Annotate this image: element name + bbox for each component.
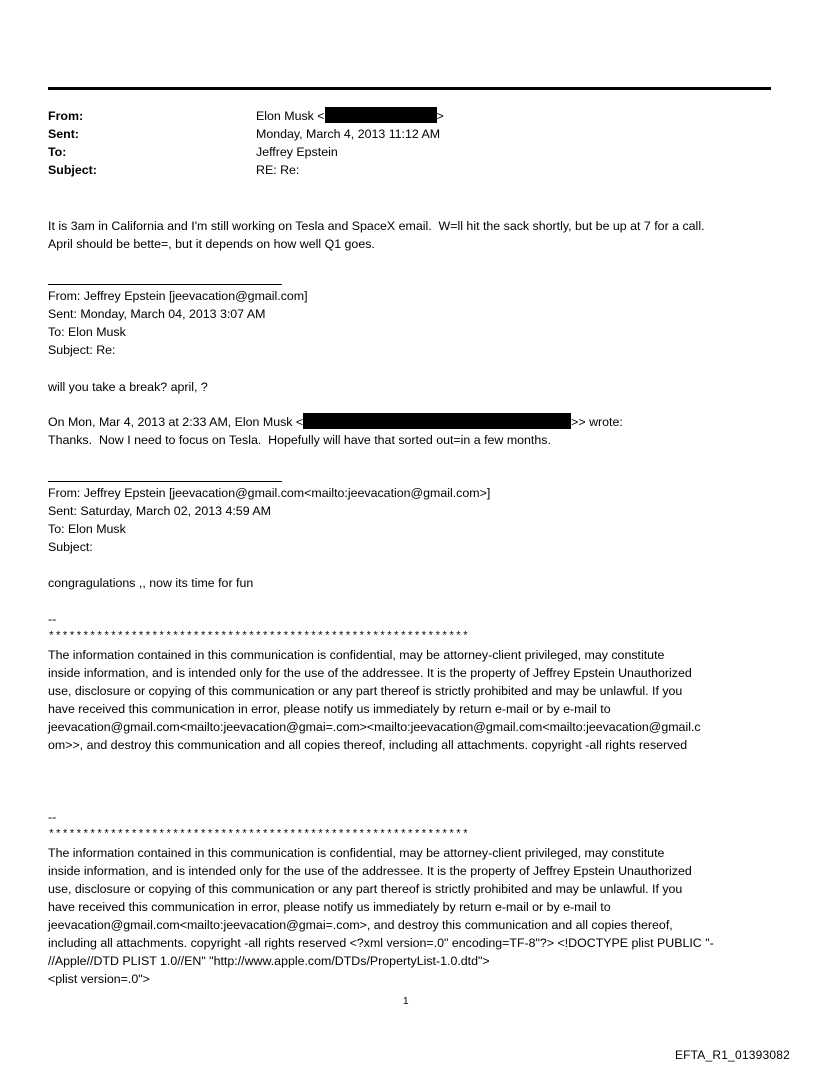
on-wrote-line: [48, 413, 773, 431]
star-divider: *************************************************************: [48, 631, 469, 643]
subject-label: Subject:: [48, 163, 97, 177]
signature-dashes: --: [48, 612, 57, 626]
header-sent-row: [48, 125, 748, 143]
disclaimer-line: The information contained in this communication is confidential, may be attorney-client privileged, may constitute: [48, 648, 665, 662]
from-label: From:: [48, 109, 84, 123]
quote-sent: Sent: Monday, March 04, 2013 3:07 AM: [48, 307, 266, 321]
disclaimer-line: have received this communication in error, please notify us immediately by return e-mail or by e-mail to: [48, 900, 611, 914]
on-suffix: >> wrote:: [571, 415, 623, 429]
quote-to: To: Elon Musk: [48, 325, 126, 339]
disclaimer-line: jeevacation@gmail.com<mailto:jeevacation@gmai=.com><mailto:jeevacation@gmail.com<mailto:jeevacation@gmail.c: [48, 720, 701, 734]
disclaimer-line: <plist version=.0">: [48, 972, 150, 986]
disclaimer-line: use, disclosure or copying of this communication or any part thereof is strictly prohibited and may be unlawful. If you: [48, 882, 683, 896]
redaction-block: [303, 413, 571, 429]
disclaimer-line: inside information, and is intended only for the use of the addressee. It is the property of Jeffrey Epstein Unauthorized: [48, 864, 692, 878]
quote-to: To: Elon Musk: [48, 522, 126, 536]
reply-text: Thanks. Now I need to focus on Tesla. Hopefully will have that sorted out=in a few months.: [48, 433, 551, 447]
from-value: [256, 107, 444, 125]
quote-message-1: [48, 378, 773, 396]
quote-subject: Subject: Re:: [48, 343, 116, 357]
to-label: To:: [48, 145, 67, 159]
email-body: [48, 217, 773, 253]
email-header: [48, 107, 748, 179]
quote-reply: [48, 413, 773, 449]
quote-separator: [48, 284, 282, 285]
header-from-row: [48, 107, 748, 125]
disclaimer-line: have received this communication in error, please notify us immediately by return e-mail or by e-mail to: [48, 702, 611, 716]
quote-message-text: will you take a break? april, ?: [48, 380, 208, 394]
signature-dashes: --: [48, 810, 57, 824]
quote-separator: [48, 481, 282, 482]
star-divider: *************************************************************: [48, 829, 469, 841]
disclaimer-1: [48, 610, 773, 754]
quote-from: From: Jeffrey Epstein [jeevacation@gmail.com<mailto:jeevacation@gmail.com>]: [48, 486, 491, 500]
disclaimer-line: including all attachments. copyright -all rights reserved <?xml version=.0" encoding=TF-8"?> <!DOCTYPE plist PUBLIC "-: [48, 936, 714, 950]
disclaimer-line: om>>, and destroy this communication and all copies thereof, including all attachments. copyright -all rights reserved: [48, 738, 688, 752]
quote-message-text: congragulations ,, now its time for fun: [48, 576, 254, 590]
disclaimer-2: [48, 808, 773, 988]
page-number: 1: [403, 996, 409, 1007]
quoted-header-1: [48, 287, 773, 359]
sent-value: Monday, March 4, 2013 11:12 AM: [256, 127, 441, 141]
on-prefix: On Mon, Mar 4, 2013 at 2:33 AM, Elon Musk <: [48, 415, 304, 429]
header-subject-row: [48, 161, 748, 179]
quote-from: From: Jeffrey Epstein [jeevacation@gmail.com]: [48, 289, 308, 303]
body-line: It is 3am in California and I'm still working on Tesla and SpaceX email. W=ll hit the sack shortly, but be up at 7 for a call.: [48, 219, 705, 233]
document-id: EFTA_R1_01393082: [674, 1048, 790, 1062]
disclaimer-line: use, disclosure or copying of this communication or any part thereof is strictly prohibited and may be unlawful. If you: [48, 684, 683, 698]
redaction-block: [325, 107, 437, 123]
body-line: April should be bette=, but it depends on how well Q1 goes.: [48, 237, 375, 251]
disclaimer-line: The information contained in this communication is confidential, may be attorney-client privileged, may constitute: [48, 846, 665, 860]
quote-sent: Sent: Saturday, March 02, 2013 4:59 AM: [48, 504, 271, 518]
sent-label: Sent:: [48, 127, 79, 141]
disclaimer-line: jeevacation@gmail.com<mailto:jeevacation@gmai=.com>, and destroy this communication and all copies thereof,: [48, 918, 673, 932]
subject-value: RE: Re:: [256, 163, 300, 177]
disclaimer-line: //Apple//DTD PLIST 1.0//EN" "http://www.apple.com/DTDs/PropertyList-1.0.dtd">: [48, 954, 490, 968]
header-top-rule: [48, 87, 771, 90]
from-close: >: [436, 109, 444, 123]
quote-message-2: [48, 574, 773, 592]
quoted-header-2: [48, 484, 773, 556]
disclaimer-line: inside information, and is intended only for the use of the addressee. It is the property of Jeffrey Epstein Unauthorized: [48, 666, 692, 680]
to-value: Jeffrey Epstein: [256, 145, 338, 159]
quote-subject: Subject:: [48, 540, 93, 554]
from-name: Elon Musk <: [256, 109, 325, 123]
header-to-row: [48, 143, 748, 161]
